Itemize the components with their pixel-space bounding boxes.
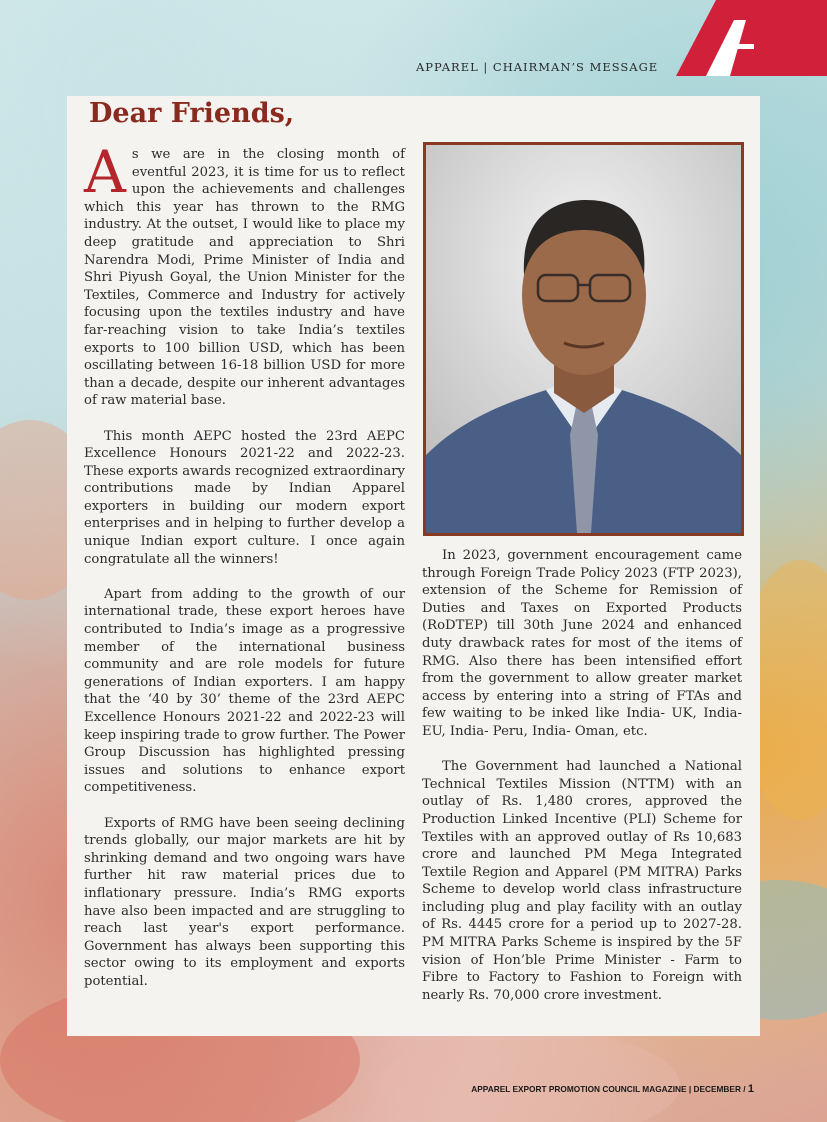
drop-cap: A [84, 138, 126, 206]
paragraph: Exports of RMG have been seeing declining trends globally, our major markets are hit by shrinking demand and two ongoing wars have further hit raw material prices due to inflationary pressure. India’s RMG exports have also been impacted and are struggling to reach last year's export performance. Government has always been supporting this sector owing to its employment and exports potential. [84, 815, 405, 989]
paragraph: The Government had launched a National Technical Textiles Mission (NTTM) with an outlay of Rs. 1,480 crores, approved the Production Linked Incentive (PLI) Scheme for Textiles with an approved outlay of Rs 10,683 crore and launched PM Mega Integrated Textile Region and Apparel (PM MITRA) Parks Scheme to develop world class infrastructure including plug and play facility with an outlay of Rs. 4445 crore for a period up to 2027-28. PM MITRA Parks Scheme is inspired by the 5F vision of Hon’ble Prime Minister - Farm to Fibre to Factory to Fashion to Foreign with nearly Rs. 70,000 crore investment. [422, 759, 742, 1003]
paragraph: Apart from adding to the growth of our international trade, these export heroes have contributed to India’s image as a progressive member of the international business community and are role models for future generations of Indian exporters. I am happy that the ‘40 by 30’ theme of the 23rd AEPC Excellence Honours 2021-22 and 2022-23 will keep inspiring trade to grow further. The Power Group Discussion has highlighted pressing issues and solutions to enhance export competitiveness. [84, 586, 405, 796]
footer-text: APPAREL EXPORT PROMOTION COUNCIL MAGAZINE | DECEMBER / [471, 1084, 748, 1094]
left-column [84, 138, 405, 1008]
paragraph [84, 138, 405, 410]
background-paint [380, 1030, 680, 1122]
paragraph-text: s we are in the closing month of eventful 2023, it is time for us to reflect upon the achievements and challenges which this year has thrown to the RMG industry. At the outset, I would like to place my deep gratitude and appreciation to Shri Narendra Modi, Prime Minister of India and Shri Piyush Goyal, the Union Minister for the Textiles, Commerce and Industry for actively focusing upon the textiles industry and have far-reaching vision to take India’s textiles exports to 100 billion USD, which has been oscillating between 16-18 billion USD for more than a decade, despite our inherent advantages of raw material base. [84, 147, 405, 409]
right-column [422, 547, 742, 1022]
paragraph: In 2023, government encouragement came through Foreign Trade Policy 2023 (FTP 2023), extension of the Scheme for Remission of Duties and Taxes on Exported Products (RoDTEP) till 30th June 2024 and enhanced duty drawback rates for most of the items of RMG. Also there has been intensified effort from the government to allow greater market access by entering into a string of FTAs and few waiting to be inked like India- UK, India- EU, India- Peru, India- Oman, etc. [422, 548, 742, 739]
section-header: APPAREL | CHAIRMAN’S MESSAGE [416, 60, 659, 74]
portrait-image [426, 145, 741, 533]
paragraph: This month AEPC hosted the 23rd AEPC Excellence Honours 2021-22 and 2022-23. These exports awards recognized extraordinary contributions made by Indian Apparel exporters in building our modern export enterprises and in helping to further develop a unique Indian export culture. I once again congratulate all the winners! [84, 428, 405, 567]
page-number: 1 [747, 1083, 754, 1095]
page-footer [464, 1083, 754, 1095]
aepc-logo-icon [676, 0, 827, 76]
chairman-portrait [423, 142, 744, 536]
greeting-heading: Dear Friends, [89, 98, 295, 129]
